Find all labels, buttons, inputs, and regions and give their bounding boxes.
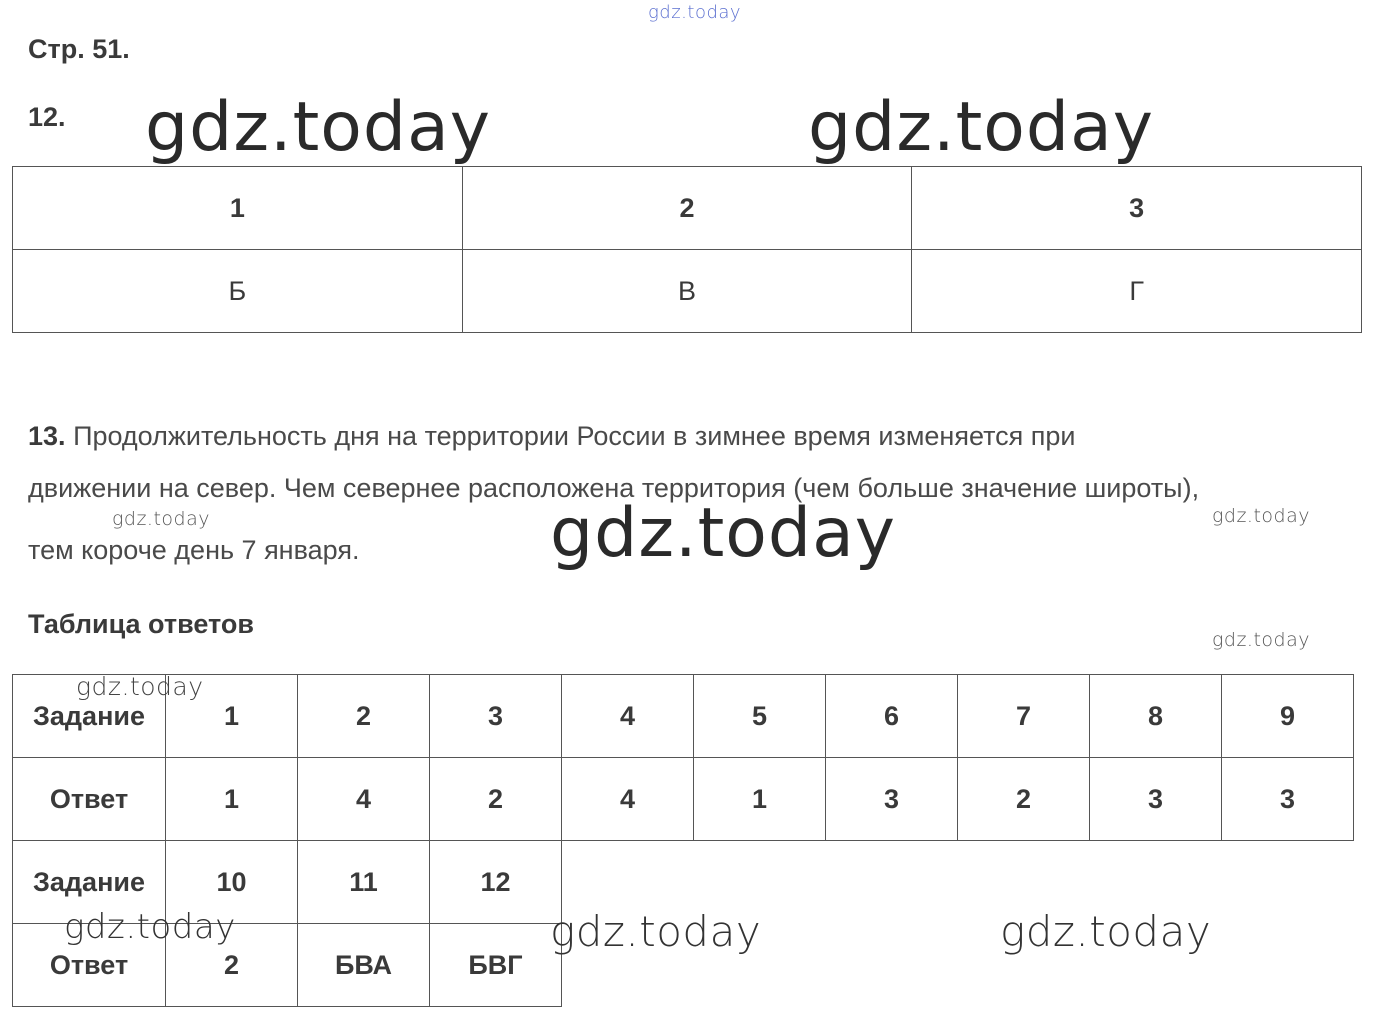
task-cell: 6 — [826, 675, 958, 758]
answer-cell: 2 — [166, 924, 298, 1007]
watermark-text: gdz.today — [145, 88, 491, 167]
answer-cell: 4 — [298, 758, 430, 841]
task-12-answer-row — [13, 250, 1362, 333]
watermark-text: gdz.today — [64, 907, 236, 947]
task-cell: 12 — [430, 841, 562, 924]
answer-cell: 2 — [958, 758, 1090, 841]
task-13-line-2: движении на север. Чем севернее расположена территория (чем больше значение широты), — [28, 473, 1200, 503]
task-cell: 2 — [298, 675, 430, 758]
task-13-line-1 — [28, 421, 1348, 452]
answer-cell: БВА — [298, 924, 430, 1007]
answer-cell: 2 — [430, 758, 562, 841]
task-cell: 10 — [166, 841, 298, 924]
row-header-task: Задание — [13, 675, 166, 758]
task-12-number: 12. — [28, 102, 66, 132]
watermark-text: gdz.today — [808, 88, 1154, 167]
answer-cell: БВГ — [430, 924, 562, 1007]
task-cell: 7 — [958, 675, 1090, 758]
answer-cell: 1 — [694, 758, 826, 841]
watermark-text: gdz.today — [1000, 907, 1212, 956]
task-cell: 1 — [166, 675, 298, 758]
task-cell: 3 — [430, 675, 562, 758]
watermark-text: gdz.today — [550, 494, 896, 573]
watermark-text: gdz.today — [1212, 629, 1310, 651]
answer-cell: 4 — [562, 758, 694, 841]
task-13-number: 13. — [28, 421, 66, 451]
task-12-header-cell: 3 — [912, 167, 1362, 250]
answer-cell: 3 — [1222, 758, 1354, 841]
task-12-header-cell: 1 — [13, 167, 463, 250]
answer-table-title: Таблица ответов — [28, 609, 254, 639]
task-cell: 4 — [562, 675, 694, 758]
page-label: Стр. 51. — [28, 34, 130, 64]
task-12-answer-cell: Г — [912, 250, 1362, 333]
answer-cell: 3 — [1090, 758, 1222, 841]
task-12-answer-cell: Б — [13, 250, 463, 333]
task-cell: 8 — [1090, 675, 1222, 758]
row-header-task: Задание — [13, 841, 166, 924]
task-12-answer-cell: В — [462, 250, 912, 333]
watermark-text: gdz.today — [1212, 505, 1310, 527]
task-13-line-3: тем короче день 7 января. — [28, 535, 360, 565]
table-row — [13, 758, 1354, 841]
task-12-table — [12, 166, 1362, 333]
watermark-text: gdz.today — [76, 672, 204, 701]
task-cell: 9 — [1222, 675, 1354, 758]
answer-table — [12, 674, 1354, 1007]
task-12-header-row — [13, 167, 1362, 250]
task-12-header-cell: 2 — [462, 167, 912, 250]
row-header-answer: Ответ — [13, 758, 166, 841]
table-row — [13, 675, 1354, 758]
task-cell: 5 — [694, 675, 826, 758]
watermark-text: gdz.today — [112, 508, 210, 530]
watermark-top: gdz.today — [648, 2, 742, 23]
task-cell: 11 — [298, 841, 430, 924]
watermark-text: gdz.today — [550, 907, 762, 956]
row-header-answer: Ответ — [13, 924, 166, 1007]
task-13-text-1: Продолжительность дня на территории России в зимнее время изменяется при — [73, 421, 1076, 451]
answer-cell: 3 — [826, 758, 958, 841]
answer-cell: 1 — [166, 758, 298, 841]
